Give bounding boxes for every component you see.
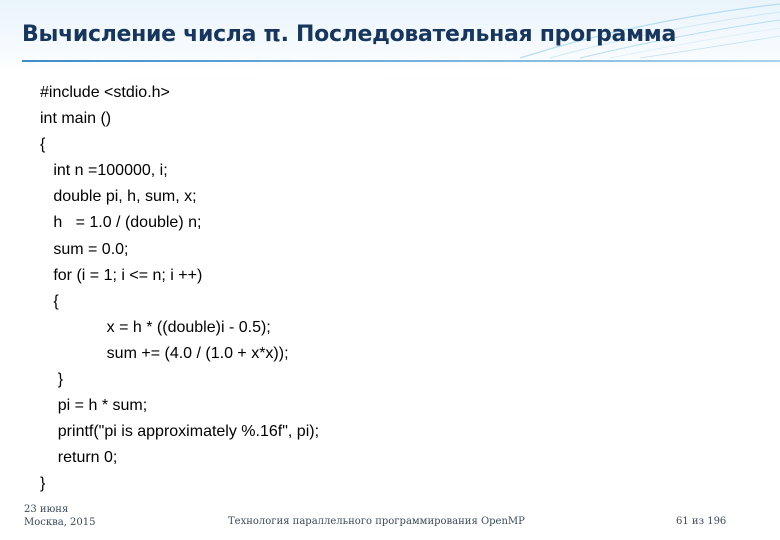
footer-date-day: 23 июня <box>24 504 69 515</box>
code-line: } <box>40 475 46 493</box>
code-block <box>40 80 319 498</box>
code-line: x = h * ((double)i - 0.5); <box>40 318 271 336</box>
code-line: { <box>40 136 46 154</box>
footer-course-title: Технология параллельного программирования OpenMP <box>228 516 525 527</box>
code-line: pi = h * sum; <box>40 397 148 415</box>
code-line: sum = 0.0; <box>40 240 129 258</box>
code-line: printf("pi is approximately %.16f", pi); <box>40 423 320 441</box>
code-line: int n =100000, i; <box>40 162 168 180</box>
code-line: h = 1.0 / (double) n; <box>40 214 202 232</box>
footer-date <box>24 503 96 529</box>
title-underline <box>22 60 780 62</box>
code-line: sum += (4.0 / (1.0 + x*x)); <box>40 344 289 362</box>
code-line: #include <stdio.h> <box>40 84 170 101</box>
code-line: { <box>40 292 59 310</box>
footer-page-number: 61 из 196 <box>676 516 727 527</box>
slide-title: Вычисление числа π. Последовательная программа <box>22 22 676 47</box>
code-line: for (i = 1; i <= n; i ++) <box>40 266 203 284</box>
code-line: } <box>40 371 64 389</box>
code-line: return 0; <box>40 449 118 467</box>
code-line: double pi, h, sum, x; <box>40 188 197 206</box>
code-line: int main () <box>40 110 112 128</box>
footer-date-place: Москва, 2015 <box>24 517 96 528</box>
